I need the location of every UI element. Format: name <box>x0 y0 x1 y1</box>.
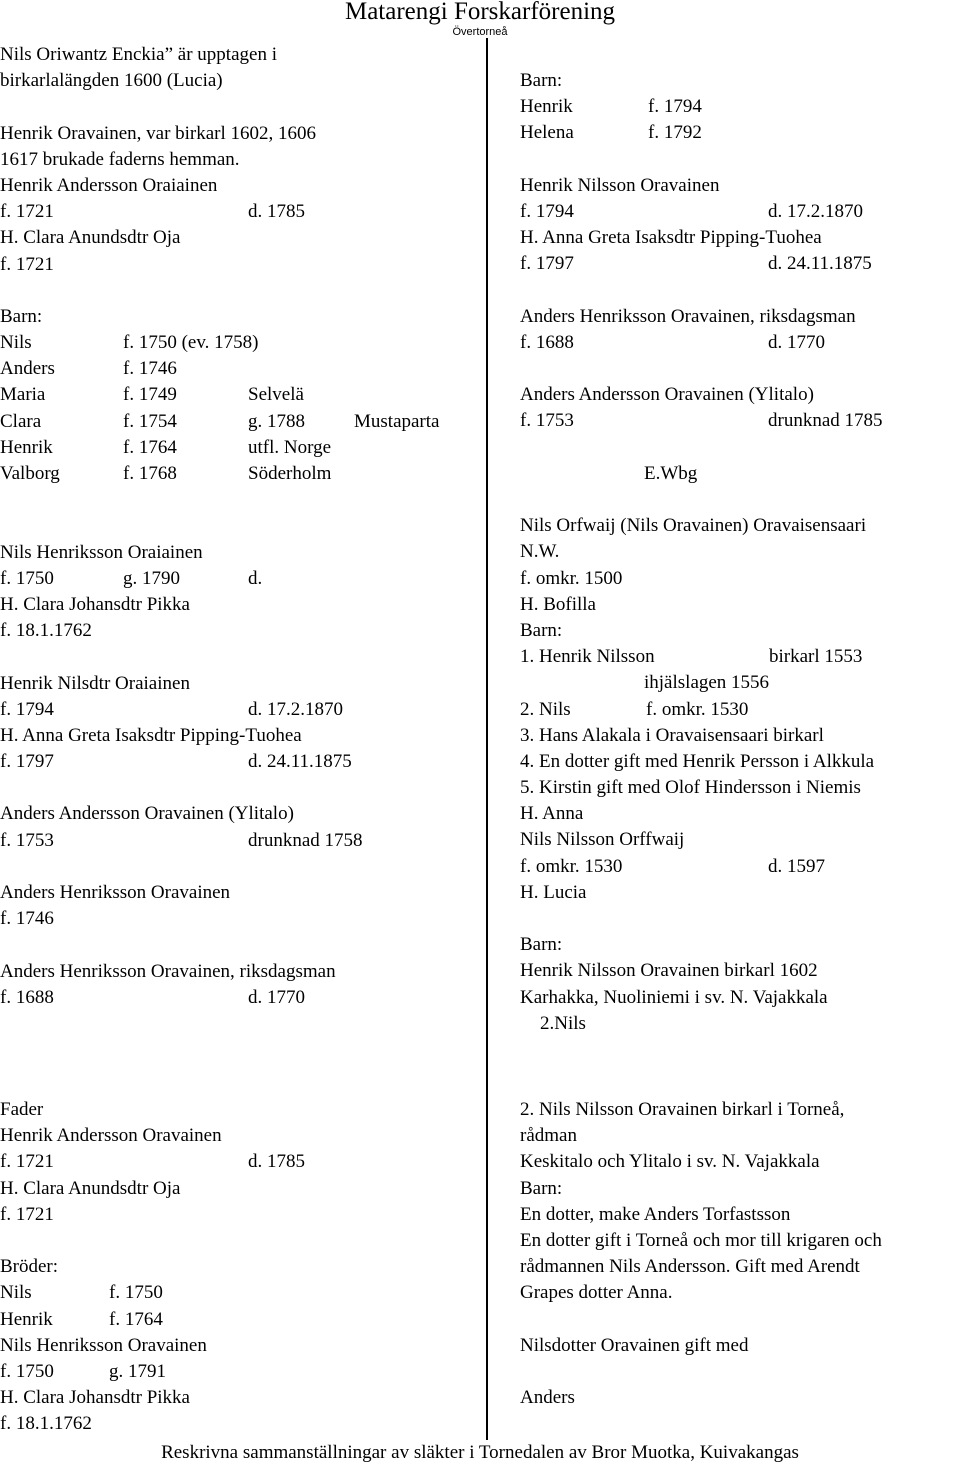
text-segment: En dotter gift i Torneå och mor till krigaren och <box>520 1229 882 1251</box>
text-segment: birkarlalängden 1600 (Lucia) <box>0 70 223 92</box>
text-segment: f. omkr. 1530 <box>520 855 623 877</box>
text-segment: 5. Kirstin gift med Olof Hindersson i Niemis <box>520 777 861 799</box>
page-title: Matarengi Forskarförening <box>344 0 616 25</box>
text-segment: f. 1750 <box>0 567 54 589</box>
text-segment: f. 1794 <box>648 96 702 118</box>
text-segment: Anders Andersson Oravainen (Ylitalo) <box>520 384 814 406</box>
text-segment: Clara <box>0 410 42 432</box>
text-segment: d. 17.2.1870 <box>248 698 343 720</box>
text-segment: Anders <box>520 1387 575 1409</box>
text-segment: Karhakka, Nuoliniemi i sv. N. Vajakkala <box>520 986 828 1008</box>
text-segment: Henrik Oravainen, var birkarl 1602, 1606 <box>0 122 317 144</box>
text-segment: H. Clara Johansdtr Pikka <box>0 593 190 615</box>
text-segment: f. 1792 <box>648 122 702 144</box>
text-segment: f. 1721 <box>0 1151 54 1173</box>
text-segment: H. Lucia <box>520 881 587 903</box>
text-segment: Keskitalo och Ylitalo i sv. N. Vajakkala <box>520 1151 820 1173</box>
text-segment: Nils Henriksson Oraiainen <box>0 541 203 563</box>
text-segment: Henrik Andersson Oravainen <box>0 1125 222 1147</box>
text-segment: Henrik Andersson Oraiainen <box>0 174 218 196</box>
text-segment: Nils Oriwantz Enckia” är upptagen i <box>0 44 277 65</box>
text-segment: 2. Nils Nilsson Oravainen birkarl i Torneå, <box>520 1099 845 1120</box>
text-segment: Nils <box>0 1282 32 1304</box>
text-segment: Henrik <box>0 1308 53 1330</box>
text-segment: Söderholm <box>248 463 332 484</box>
text-segment: d. 17.2.1870 <box>768 200 863 222</box>
text-segment: f. 18.1.1762 <box>0 620 92 642</box>
text-segment: Anders Henriksson Oravainen, riksdagsman <box>520 305 856 327</box>
text-segment: f. 1721 <box>0 201 54 223</box>
text-segment: f. 1746 <box>123 358 177 380</box>
text-segment: Barn: <box>520 619 563 641</box>
text-segment: Henrik <box>0 436 53 458</box>
text-segment: Henrik <box>520 96 573 118</box>
text-segment: H. Anna Greta Isaksdtr Pipping-Tuohea <box>520 227 822 249</box>
text-segment: d. 1597 <box>768 855 825 877</box>
text-segment: f. 1764 <box>123 436 177 458</box>
text-segment: 1. Henrik Nilsson <box>520 646 655 668</box>
text-segment: f. 1764 <box>109 1308 163 1330</box>
text-segment: Anders Andersson Oravainen (Ylitalo) <box>0 803 294 825</box>
text-segment: Anders <box>0 358 55 380</box>
text-segment: H. Anna Greta Isaksdtr Pipping-Tuohea <box>0 724 302 746</box>
text-segment: E.Wbg <box>644 462 698 484</box>
text-segment: f. 1750 <box>109 1282 163 1304</box>
text-segment: d. 24.11.1875 <box>768 253 872 275</box>
text-segment: Maria <box>0 384 46 406</box>
text-segment: f. 1753 <box>0 829 54 851</box>
text-segment: 4. En dotter gift med Henrik Persson i Alkkula <box>520 750 875 772</box>
text-segment: Selvelä <box>248 384 304 406</box>
text-segment: Bröder: <box>0 1256 59 1278</box>
text-segment: f. 1797 <box>0 751 54 773</box>
text-segment: d. <box>248 567 263 589</box>
text-segment: Valborg <box>0 463 60 484</box>
text-segment: f. 1721 <box>0 1203 54 1225</box>
text-segment: drunknad 1758 <box>248 829 363 851</box>
text-segment: Nils Henriksson Oravainen <box>0 1334 207 1356</box>
text-segment: 2.Nils <box>540 1012 586 1034</box>
text-segment: Anders Henriksson Oravainen <box>0 882 231 903</box>
text-segment: Henrik Nilsdtr Oraiainen <box>0 672 190 694</box>
text-segment: H. Clara Anundsdtr Oja <box>0 227 181 249</box>
text-segment: g. 1791 <box>109 1360 166 1382</box>
text-segment: g. 1788 <box>248 410 305 432</box>
text-segment: 3. Hans Alakala i Oravaisensaari birkarl <box>520 724 824 746</box>
text-segment: N.W. <box>520 541 560 563</box>
text-segment: Barn: <box>0 305 43 327</box>
footer-text: Reskrivna sammanställningar av släkter i Tornedalen av Bror Muotka, Kuivakangas <box>161 1442 799 1463</box>
text-segment: H. Anna <box>520 803 584 825</box>
text-segment: Barn: <box>520 70 563 91</box>
text-segment: 2. Nils <box>520 698 571 720</box>
text-segment: f. 1688 <box>0 986 54 1008</box>
text-segment: f. 1749 <box>123 384 177 406</box>
text-segment: 1617 brukade faderns hemman. <box>0 148 240 170</box>
text-segment: f. 1794 <box>0 698 54 720</box>
text-segment: Barn: <box>520 934 563 956</box>
text-segment: En dotter, make Anders Torfastsson <box>520 1203 791 1225</box>
text-segment: Nils <box>0 332 32 354</box>
text-segment: Fader <box>0 1099 44 1120</box>
text-segment: Nilsdotter Oravainen gift med <box>520 1334 749 1356</box>
page-subtitle: Övertorneå <box>452 26 508 38</box>
text-segment: f. 1753 <box>520 410 574 432</box>
text-segment: f. 1768 <box>123 463 177 484</box>
text-segment: d. 1770 <box>248 986 305 1008</box>
text-segment: Grapes dotter Anna. <box>520 1282 673 1304</box>
text-segment: Nils Orfwaij (Nils Oravainen) Oravaisensaari <box>520 515 867 537</box>
text-segment: d. 1785 <box>248 201 305 223</box>
text-segment: f. 1750 (ev. 1758) <box>123 332 259 354</box>
text-segment: f. 1688 <box>520 331 574 353</box>
text-segment: f. 18.1.1762 <box>0 1413 92 1435</box>
text-segment: Nils Nilsson Orffwaij <box>520 829 685 851</box>
text-segment: d. 1770 <box>768 331 825 353</box>
column-divider <box>486 38 488 1440</box>
text-segment: H. Clara Johansdtr Pikka <box>0 1387 190 1409</box>
text-segment: f. omkr. 1500 <box>520 567 623 589</box>
text-segment: Barn: <box>520 1177 563 1199</box>
text-segment: H. Bofilla <box>520 593 596 615</box>
text-segment: f. 1746 <box>0 908 54 930</box>
text-segment: Henrik Nilsson Oravainen birkarl 1602 <box>520 960 818 982</box>
text-segment: f. 1754 <box>123 410 177 432</box>
text-segment: birkarl 1553 <box>769 646 863 668</box>
text-segment: Henrik Nilsson Oravainen <box>520 174 720 196</box>
text-segment: f. 1721 <box>0 253 54 275</box>
text-segment: Mustaparta <box>354 410 440 432</box>
text-segment: Anders Henriksson Oravainen, riksdagsman <box>0 960 336 982</box>
text-segment: f. 1797 <box>520 253 574 275</box>
text-segment: rådman <box>520 1125 577 1147</box>
text-segment: d. 1785 <box>248 1151 305 1173</box>
text-segment: H. Clara Anundsdtr Oja <box>0 1177 181 1199</box>
text-segment: drunknad 1785 <box>768 410 883 432</box>
text-segment: rådmannen Nils Andersson. Gift med Arendt <box>520 1256 860 1278</box>
text-segment: f. 1750 <box>0 1360 54 1382</box>
text-segment: ihjälslagen 1556 <box>644 672 770 694</box>
text-segment: d. 24.11.1875 <box>248 751 352 773</box>
text-segment: f. omkr. 1530 <box>646 698 749 720</box>
text-segment: utfl. Norge <box>248 436 332 458</box>
text-segment: Helena <box>520 122 574 144</box>
text-segment: f. 1794 <box>520 200 574 222</box>
text-segment: g. 1790 <box>123 567 180 589</box>
